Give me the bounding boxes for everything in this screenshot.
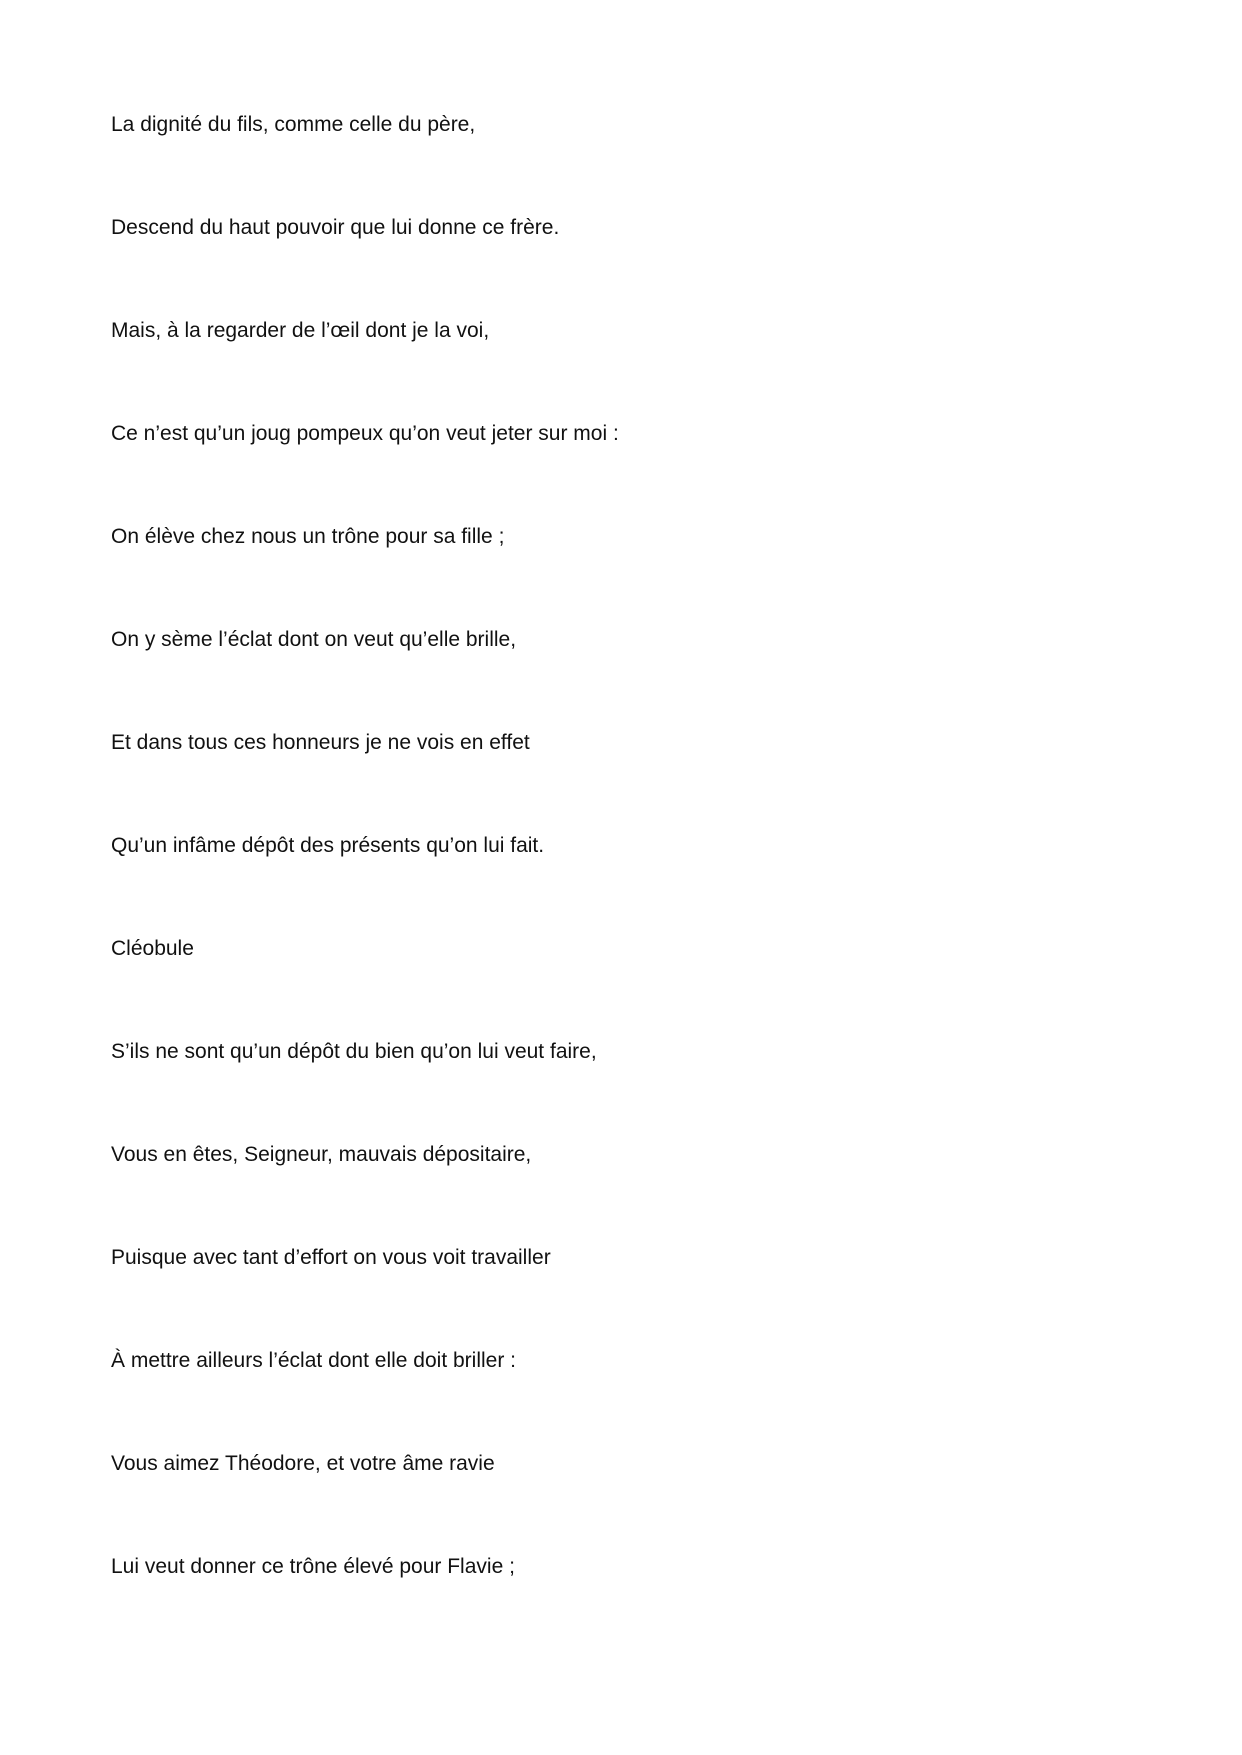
verse-line: On y sème l’éclat dont on veut qu’elle brille,	[111, 628, 517, 651]
verse-line: Vous aimez Théodore, et votre âme ravie	[111, 1452, 495, 1475]
verse-line: Vous en êtes, Seigneur, mauvais dépositaire,	[111, 1143, 532, 1166]
verse-line: On élève chez nous un trône pour sa fille ;	[111, 525, 505, 548]
verse-line: La dignité du fils, comme celle du père,	[111, 113, 476, 136]
speaker-name: Cléobule	[111, 937, 194, 960]
verse-line: Descend du haut pouvoir que lui donne ce frère.	[111, 216, 560, 239]
verse-line: À mettre ailleurs l’éclat dont elle doit briller :	[111, 1349, 517, 1372]
verse-line: Mais, à la regarder de l’œil dont je la voi,	[111, 319, 490, 342]
verse-line: S’ils ne sont qu’un dépôt du bien qu’on lui veut faire,	[111, 1040, 597, 1063]
verse-line: Et dans tous ces honneurs je ne vois en effet	[111, 731, 530, 754]
verse-line: Ce n’est qu’un joug pompeux qu’on veut jeter sur moi :	[111, 422, 619, 445]
verse-line: Puisque avec tant d’effort on vous voit travailler	[111, 1246, 551, 1269]
verse-text	[111, 110, 1161, 1655]
verse-line: Lui veut donner ce trône élevé pour Flavie ;	[111, 1555, 515, 1578]
verse-line: Qu’un infâme dépôt des présents qu’on lui fait.	[111, 834, 545, 857]
